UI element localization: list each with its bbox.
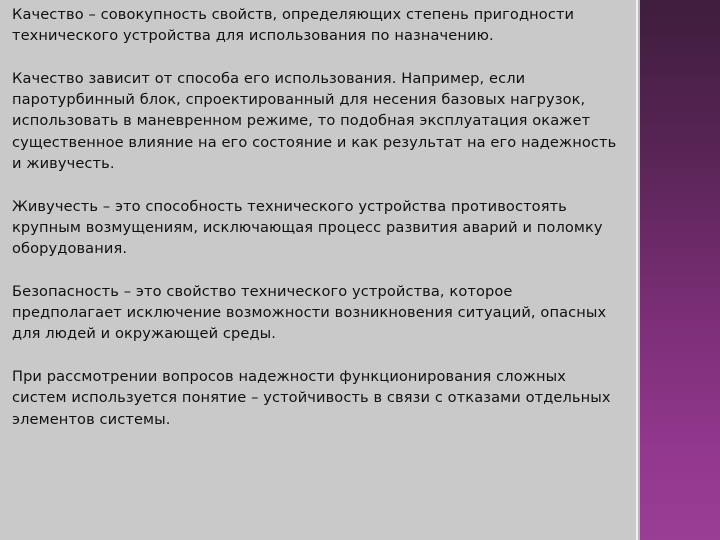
- paragraph-survivability: [12, 196, 624, 260]
- definition-quality: – совокупность свойств, определяющих степень пригодности технического устройства для использования по назначению.: [12, 6, 575, 45]
- paragraph-quality-usage: [12, 68, 624, 174]
- paragraph-safety: [12, 281, 624, 345]
- term-safety: Безопасность: [12, 282, 119, 300]
- definition-safety: – это свойство технического устройства, которое предполагает исключение возможности возникновения ситуаций, опасных для людей и окружающей среды.: [12, 282, 607, 343]
- term-survivability: Живучесть: [12, 197, 99, 215]
- text-block: [12, 4, 624, 451]
- decorative-side-band: [640, 0, 720, 540]
- definition-survivability: – это способность технического устройства противостоять крупным возмущениям, исключающая процесс развития аварий и поломку оборудования.: [12, 197, 603, 258]
- paragraph-stability: [12, 366, 624, 430]
- text-stability: При рассмотрении вопросов надежности функционирования сложных систем используется понятие – устойчивость в связи с отказами отдельных элементов системы.: [12, 368, 611, 428]
- paragraph-quality: [12, 4, 624, 47]
- text-quality-usage: Качество зависит от способа его использования. Например, если паротурбинный блок, спроектированный для несения базовых нагрузок, использовать в маневренном режиме, то подобная эксплуатация окажет существенное влияние на его состояние и как результат на его надежность и живучесть.: [12, 69, 617, 173]
- term-quality: Качество: [12, 6, 84, 23]
